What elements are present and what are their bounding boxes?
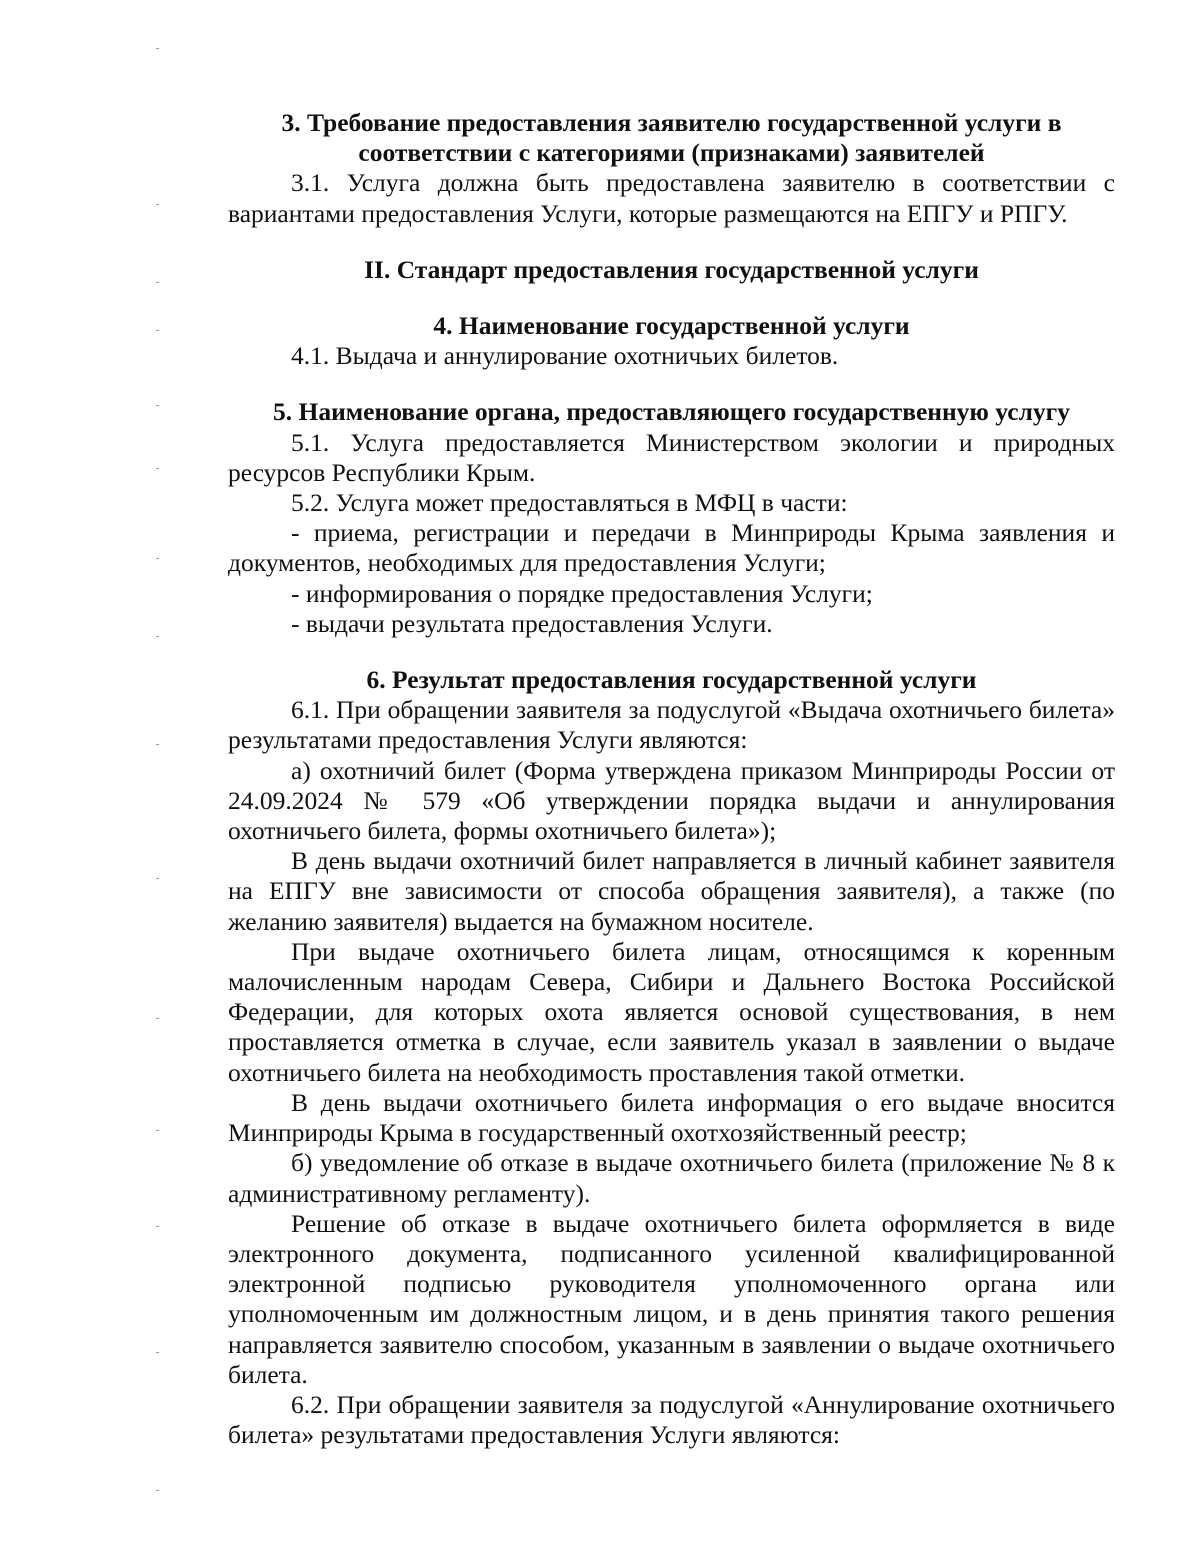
margin-tick (156, 558, 159, 559)
paragraph-5-1: 5.1. Услуга предоставляется Министерством экологии и природных ресурсов Республики Крым. (228, 427, 1115, 487)
paragraph-registry: В день выдачи охотничьего билета информация о его выдаче вносится Минприроды Крыма в государственный охотхозяйственный реестр; (228, 1087, 1115, 1148)
margin-tick (156, 744, 159, 745)
paragraph-4-1: 4.1. Выдача и аннулирование охотничьих билетов. (291, 341, 839, 371)
margin-tick (156, 405, 159, 406)
list-item-issuing: - выдачи результата предоставления Услуги. (291, 608, 773, 638)
scan-margin-marks (156, 0, 162, 1553)
margin-tick (156, 1352, 159, 1353)
paragraph-issue-day: В день выдачи охотничий билет направляется в личный кабинет заявителя на ЕПГУ вне зависимости от способа обращения заявителя), а также (по желанию заявителя) выдается на бумажном носителе. (228, 846, 1115, 936)
section-3-heading-line-2: соответствии с категориями (признаками) заявителей (358, 138, 985, 168)
margin-tick (156, 1018, 159, 1019)
paragraph-6-2: 6.2. При обращении заявителя за подуслугой «Аннулирование охотничьего билета» результатами предоставления Услуги являются: (228, 1389, 1115, 1450)
paragraph-5-2: 5.2. Услуга может предоставляться в МФЦ в части: (291, 488, 848, 518)
margin-tick (156, 1226, 159, 1227)
margin-tick (156, 468, 159, 469)
paragraph-refusal-decision: Решение об отказе в выдаче охотничьего билета оформляется в виде электронного документа, подписанного усиленной квалифицированной электронной подписью руководителя уполномоченного органа или уполномоченным им должностным лицом, и в день принятия такого решения направляется заявителю способом, указанным в заявлении о выдаче охотничьего билета. (228, 1208, 1115, 1389)
part-2-heading: II. Стандарт предоставления государственной услуги (364, 254, 979, 284)
paragraph-3-1: 3.1. Услуга должна быть предоставлена заявителю в соответствии с вариантами предоставления Услуги, которые размещаются на ЕПГУ и РПГУ. (228, 168, 1115, 228)
margin-tick (156, 48, 159, 49)
margin-tick (156, 1130, 159, 1131)
section-4-heading: 4. Наименование государственной услуги (433, 311, 910, 341)
paragraph-6-1-a: а) охотничий билет (Форма утверждена приказом Минприроды России от 24.09.2024 № 579 «Об утверждении порядка выдачи и аннулирования охотничьего билета, формы охотничьего билета»); (228, 755, 1115, 846)
document-page (228, 108, 1115, 1450)
list-item-informing: - информирования о порядке предоставления Услуги; (291, 578, 873, 608)
margin-tick (156, 330, 159, 331)
margin-tick (156, 878, 159, 879)
margin-tick (156, 204, 159, 205)
paragraph-indigenous-peoples: При выдаче охотничьего билета лицам, относящимся к коренным малочисленным народам Севера, Сибири и Дальнего Востока Российской Федерации, для которых охота является основой существования, в нем проставляется отметка в случае, если заявитель указал в заявлении о выдаче охотничьего билета на необходимость проставления такой отметки. (228, 936, 1115, 1087)
list-item-reception: - приема, регистрации и передачи в Минприроды Крыма заявления и документов, необходимых для предоставления Услуги; (228, 518, 1115, 578)
margin-tick (156, 1490, 159, 1491)
paragraph-6-1: 6.1. При обращении заявителя за подуслугой «Выдача охотничьего билета» результатами предоставления Услуги являются: (228, 695, 1115, 755)
margin-tick (156, 282, 159, 283)
section-6-heading: 6. Результат предоставления государственной услуги (366, 665, 977, 695)
paragraph-6-1-b: б) уведомление об отказе в выдаче охотничьего билета (приложение № 8 к административному регламенту). (228, 1148, 1115, 1208)
section-3-heading-line-1: 3. Требование предоставления заявителю государственной услуги в (281, 108, 1062, 137)
section-5-heading: 5. Наименование органа, предоставляющего государственную услугу (273, 397, 1070, 427)
margin-tick (156, 636, 159, 637)
